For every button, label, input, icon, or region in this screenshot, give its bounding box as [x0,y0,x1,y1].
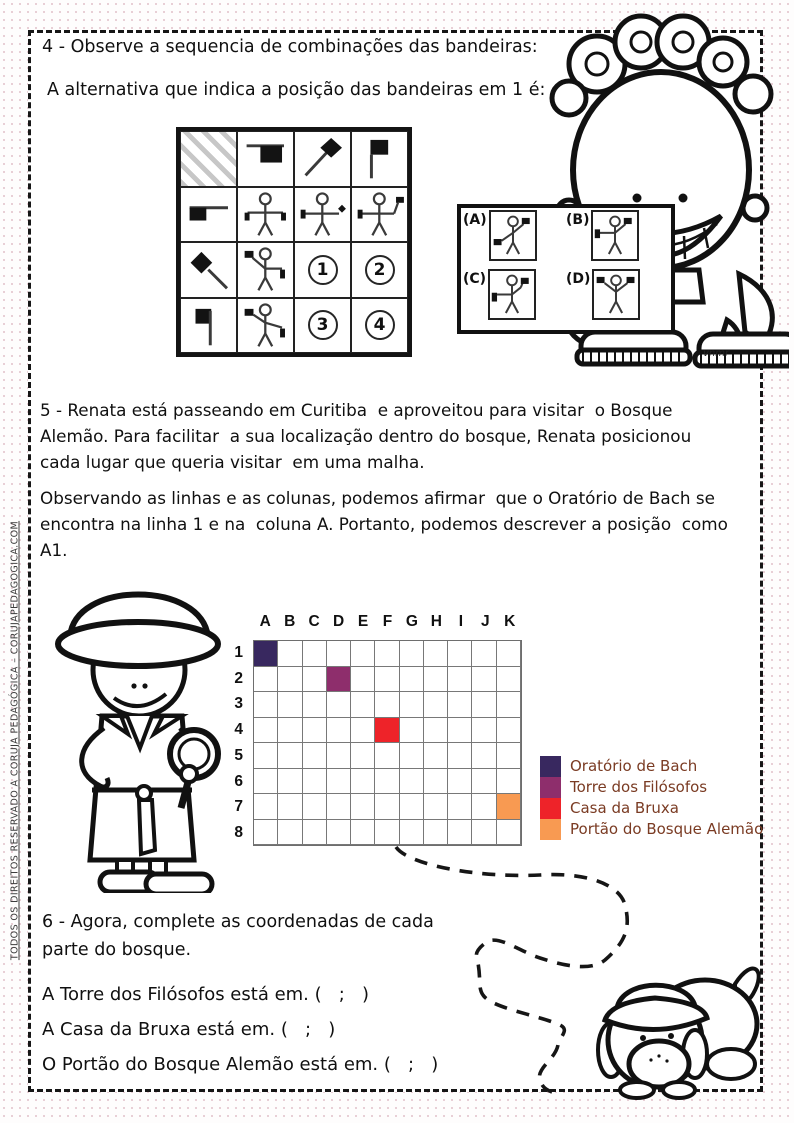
option-label: (B) [566,212,590,228]
column-letter: D [332,613,345,630]
grid-cell [424,692,448,718]
text-line: 5 - Renata está passeando em Curitiba e aproveitou para visitar o Bosque [40,400,673,420]
grid-cell [303,794,327,820]
column-letter: B [284,613,296,630]
grid-cell [375,667,399,693]
text-line: cada lugar que queria visitar em uma malha. [40,452,425,472]
legend-item [540,756,763,777]
column-letter: G [405,613,418,630]
grid-cell [400,794,424,820]
grid-cell [497,692,521,718]
legend-color-swatch [540,819,561,840]
grid-cell [375,743,399,769]
grid-cell [254,820,278,846]
column-letter: F [382,613,393,630]
column-letter: E [357,613,369,630]
grid-cell [448,641,472,667]
grid-cell [351,718,375,744]
grid-cell [424,641,448,667]
grid-cell [278,667,302,693]
grid-cell [472,769,496,795]
grid-cell [351,692,375,718]
text-line: parte do bosque. [42,940,192,960]
grid-cell [303,718,327,744]
grid-cell [278,743,302,769]
flag-bar-left-icon [180,187,237,243]
grid-cell [351,794,375,820]
answer-lines [42,984,438,1089]
grid-cell [278,718,302,744]
grid-cell [351,820,375,846]
answer-options-board [457,204,675,334]
option-a [463,210,566,269]
sequence-number-3 [294,298,351,354]
flag-diagonal-icon [294,131,351,187]
column-letter: J [480,613,490,630]
grid-cell [448,769,472,795]
legend-item [540,819,763,840]
grid-cell [400,769,424,795]
grid-cell [303,667,327,693]
flag-square-top-icon [180,298,237,354]
grid-cell [351,641,375,667]
figure-flags-out-icon [240,190,291,239]
figure-flag-right-diagonal-icon [294,187,351,243]
figure-flag-left-up-icon [240,245,291,294]
grid-cell [254,794,278,820]
grid-cell [375,692,399,718]
figure-option-d-icon [594,271,638,318]
grid-cell-D2-marked [327,667,351,693]
grid-cell [327,692,351,718]
grid-cell [400,743,424,769]
grid-cell [254,769,278,795]
grid-cell [327,769,351,795]
figure-flag-left-high-icon [240,301,291,350]
sequence-number-1 [294,242,351,298]
grid-cell [351,743,375,769]
grid-cell [472,692,496,718]
grid-cell [472,794,496,820]
column-letter: K [504,613,516,630]
grid-cell [400,692,424,718]
grid-cell [424,718,448,744]
figure-option-c-icon [490,271,534,318]
question-4-subtitle: A alternativa que indica a posição das bandeiras em 1 é: [47,80,546,100]
flag-square-top-icon [183,301,234,350]
grid-cell-A1-marked [254,641,278,667]
grid-cell [448,718,472,744]
option-figure-box [489,210,537,261]
legend-label: Casa da Bruxa [570,799,679,817]
artist-signature: vnmr [703,348,730,359]
grid-cell [497,718,521,744]
option-figure-box [592,269,640,320]
grid-cell-F4-marked [375,718,399,744]
grid-cell [448,692,472,718]
legend-label: Portão do Bosque Alemão [570,820,764,838]
row-number: 3 [234,695,243,713]
answer-line: A Torre dos Filósofos está em. ( ; ) [42,984,370,1005]
option-figure-box [488,269,536,320]
flag-bar-left-icon [183,190,234,239]
grid-cell [303,769,327,795]
grid-cell [448,794,472,820]
detective-character-illustration [42,558,242,893]
grid-cell [303,820,327,846]
grid-cell [424,794,448,820]
grid-cell [472,718,496,744]
grid-cell [375,641,399,667]
grid-cell [375,769,399,795]
legend-item [540,798,763,819]
flag-bar-right-icon [237,131,294,187]
legend-label: Torre dos Filósofos [570,778,708,796]
figure-flag-left-high-icon [237,298,294,354]
question-5-explanation [40,485,770,563]
legend-color-swatch [540,756,561,777]
text-line: 6 - Agora, complete as coordenadas de cada [42,912,434,932]
grid-cell [278,820,302,846]
grid-cell [497,641,521,667]
flag-diagonal-icon [297,134,348,183]
grid-cell [278,641,302,667]
figure-flag-right-up-icon [351,187,408,243]
figure-flags-out-icon [237,187,294,243]
copyright-vertical-text: TODOS OS DIREITOS RESERVADO A CORUJA PEDAGÓGICA – CORUJAPEDAGOGICA.COM [9,520,21,961]
sequence-number-2 [351,242,408,298]
flag-top-icon [351,131,408,187]
figure-option-b-icon [593,212,637,259]
grid-cell [472,641,496,667]
grid-cell [303,743,327,769]
grid-cell [327,743,351,769]
text-line: Alemão. Para facilitar a sua localização dentro do bosque, Renata posicionou [40,426,692,446]
legend-item [540,777,763,798]
grid-cell-K7-marked [497,794,521,820]
grid-cell [400,667,424,693]
grid-cell [303,641,327,667]
grid-cell [472,667,496,693]
legend-color-swatch [540,798,561,819]
grid-cell [278,794,302,820]
grid-cell [327,794,351,820]
grid-cell [448,743,472,769]
row-number: 2 [234,669,243,687]
grid-cell [278,769,302,795]
sequence-number-4 [351,298,408,354]
answer-line: A Casa da Bruxa está em. ( ; ) [42,1019,336,1040]
grid-cell [278,692,302,718]
coordinate-grid [253,640,522,846]
flag-diamond-icon [180,242,237,298]
grid-cell [327,718,351,744]
grid-cell [254,667,278,693]
figure-flag-left-up-icon [237,242,294,298]
grid-cell [497,769,521,795]
flag-sequence-puzzle-grid [176,127,412,357]
grid-cell [303,692,327,718]
grid-cell [448,667,472,693]
grid-cell [254,743,278,769]
grid-cell [375,794,399,820]
column-letter: I [458,613,463,630]
row-number: 4 [234,721,243,739]
grid-cell [424,667,448,693]
column-letter: C [308,613,320,630]
grid-cell [351,769,375,795]
grid-cell [327,820,351,846]
option-c [463,269,566,328]
grid-cell [424,769,448,795]
option-label: (C) [463,271,487,287]
hatched-cell [180,131,237,187]
figure-flag-right-up-icon [354,190,405,239]
figure-flag-right-diagonal-icon [297,190,348,239]
question-6-title [42,908,434,964]
legend-label: Oratório de Bach [570,757,698,775]
question-4-title: 4 - Observe a sequencia de combinações das bandeiras: [42,37,538,57]
column-letter: H [430,613,442,630]
row-number: 1 [234,643,243,661]
text-line: A1. [40,540,68,560]
flag-diamond-icon [183,245,234,294]
circled-number: 2 [365,255,395,285]
map-legend [540,756,763,840]
dog-illustration [593,942,765,1100]
row-number: 7 [234,798,243,816]
circled-number: 4 [365,310,395,340]
answer-line: O Portão do Bosque Alemão está em. ( ; ) [42,1054,439,1075]
grid-cell [424,743,448,769]
grid-cell [400,718,424,744]
grid-cell [327,641,351,667]
grid-cell [472,743,496,769]
grid-cell [254,718,278,744]
grid-cell [400,641,424,667]
flag-bar-right-icon [240,134,291,183]
text-line: Observando as linhas e as colunas, podemos afirmar que o Oratório de Bach se [40,488,715,508]
circled-number: 1 [308,255,338,285]
text-line: encontra na linha 1 e na coluna A. Portanto, podemos descrever a posição como [40,514,728,534]
column-letter: A [259,613,271,630]
figure-option-a-icon [491,212,535,259]
option-b [566,210,669,269]
grid-cell [497,743,521,769]
row-number: 8 [234,824,243,842]
grid-column-letters [253,613,522,637]
grid-cell [497,667,521,693]
row-number: 6 [234,772,243,790]
grid-cell [254,692,278,718]
option-label: (A) [463,212,487,228]
question-5-text [40,397,770,475]
option-figure-box [591,210,639,261]
option-d [566,269,669,328]
flag-top-icon [354,134,405,183]
legend-color-swatch [540,777,561,798]
grid-cell [351,667,375,693]
row-number: 5 [234,746,243,764]
option-label: (D) [566,271,591,287]
circled-number: 3 [308,310,338,340]
